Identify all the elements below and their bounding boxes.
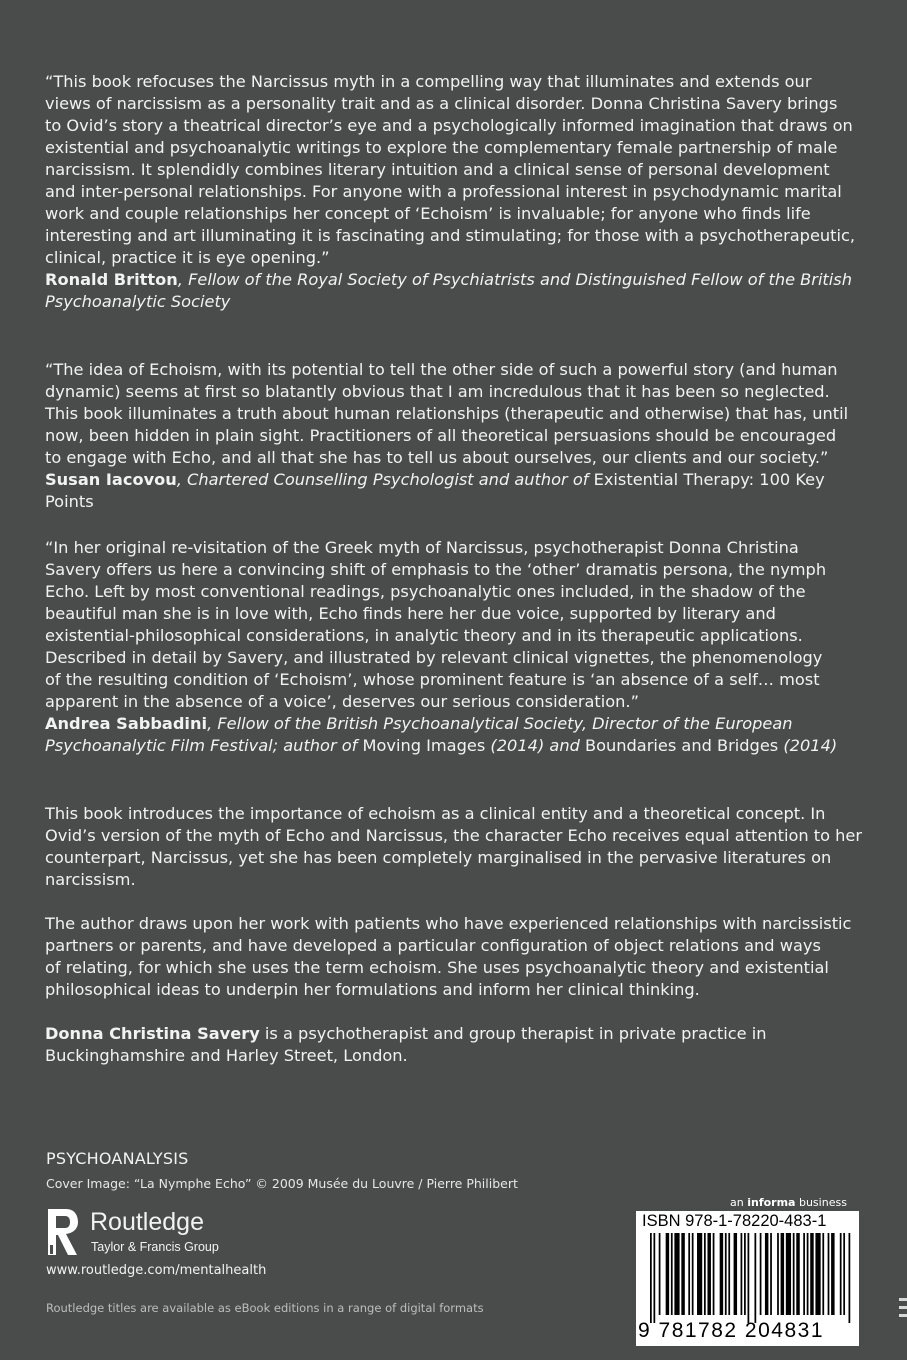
endorser-attribution <box>45 713 865 735</box>
quote-line: existential and psychoanalytic writings to explore the complementary female partnership of male <box>45 138 838 157</box>
cover-credit: Cover Image: “La Nymphe Echo” © 2009 Musée du Louvre / Pierre Philibert <box>46 1176 518 1191</box>
barcode-bar <box>777 1233 779 1315</box>
barcode-bar <box>822 1233 824 1315</box>
publisher-logo <box>46 1207 286 1259</box>
barcode-bar <box>807 1233 809 1315</box>
endorser-role: , Fellow of the Royal Society of Psychiatrists and Distinguished Fellow of the British <box>177 270 852 289</box>
quote-line: dynamic) seems at first so blatantly obvious that I am incredulous that it has been so neglected. <box>45 382 830 401</box>
quote-line: interesting and art illuminating it is fascinating and stimulating; for those with a psychotherapeutic, <box>45 226 856 245</box>
barcode-bar <box>666 1233 669 1315</box>
author-name: Donna Christina Savery <box>45 1024 260 1043</box>
description-line: Ovid’s version of the myth of Echo and Narcissus, the character Echo receives equal attention to her <box>45 826 863 845</box>
barcode-bar <box>692 1233 694 1315</box>
quote-line: beautiful man she is in love with, Echo finds here her due voice, supported by literary and <box>45 604 776 623</box>
description-line: narcissism. <box>45 870 136 889</box>
quote-line: “In her original re-visitation of the Greek myth of Narcissus, psychotherapist Donna Christina <box>45 538 799 557</box>
book-description-2 <box>45 913 865 1001</box>
barcode-bar <box>754 1233 756 1323</box>
barcode-bar <box>810 1233 813 1315</box>
barcode-bar <box>803 1233 805 1315</box>
description-line: of relating, for which she uses the term echoism. She uses psychoanalytic theory and existential <box>45 958 829 977</box>
routledge-r-icon <box>46 1207 80 1257</box>
quote-line: narcissism. It splendidly combines literary intuition and a clinical sense of personal development <box>45 160 830 179</box>
barcode-bar <box>831 1233 834 1315</box>
barcode-bar <box>843 1233 845 1315</box>
barcode-bar <box>786 1233 791 1315</box>
barcode-bar <box>765 1233 768 1315</box>
barcode-bar <box>728 1233 730 1315</box>
barcode-bar <box>828 1233 830 1315</box>
barcode-bar <box>793 1233 795 1315</box>
quote-line: This book illuminates a truth about human relationships (therapeutic and otherwise) that has, until <box>45 404 849 423</box>
barcode-bar <box>796 1233 799 1315</box>
quote-line: work and couple relationships her concept of ‘Echoism’ is invaluable; for anyone who finds life <box>45 204 811 223</box>
quote-line: “This book refocuses the Narcissus myth in a compelling way that illuminates and extends our <box>45 72 812 91</box>
barcode-bar <box>720 1233 723 1315</box>
barcode-bar <box>653 1233 655 1323</box>
quote-line: to Ovid’s story a theatrical director’s eye and a psychologically informed imagination that draws on <box>45 116 853 135</box>
endorsement-sabbadini <box>45 537 865 757</box>
publisher-name: Routledge <box>90 1208 204 1236</box>
endorsement-iacovou <box>45 359 865 513</box>
bio-text: Buckinghamshire and Harley Street, London. <box>45 1046 408 1065</box>
endorser-role: Psychoanalytic Film Festival; author of <box>45 736 363 755</box>
barcode-bar <box>781 1233 784 1315</box>
endorser-name: Susan Iacovou <box>45 470 177 489</box>
barcode-bar <box>725 1233 727 1315</box>
quote-line: views of narcissism as a personality trait and as a clinical disorder. Donna Christina Savery brings <box>45 94 838 113</box>
quote-line: Echo. Left by most conventional readings, psychoanalytic ones included, in the shadow of the <box>45 582 806 601</box>
barcode-bar <box>760 1233 762 1315</box>
barcode-bar <box>840 1233 842 1315</box>
book-title: Existential Therapy: 100 Key Points <box>45 470 825 511</box>
quote-line: “The idea of Echoism, with its potential to tell the other side of such a powerful story (and human <box>45 360 838 379</box>
publisher-group: Taylor & Francis Group <box>91 1240 219 1254</box>
ebook-note: Routledge titles are available as eBook editions in a range of digital formats <box>46 1301 484 1315</box>
barcode-bar <box>697 1233 702 1315</box>
barcode-bar <box>674 1233 679 1315</box>
book-title: Moving Images <box>362 736 486 755</box>
barcode-bar <box>744 1233 746 1315</box>
barcode-bar <box>770 1233 772 1315</box>
quote-line: of the resulting condition of ‘Echoism’, whose prominent feature is ‘an absence of a self… most <box>45 670 820 689</box>
description-line: This book introduces the importance of echoism as a clinical entity and a theoretical concept. In <box>45 804 826 823</box>
spine-edge-mark <box>896 1298 907 1328</box>
isbn-barcode <box>636 1211 859 1346</box>
author-bio <box>45 1023 865 1067</box>
endorser-attribution <box>45 269 865 291</box>
publication-year: (2014) and <box>485 736 585 755</box>
book-title: Boundaries and Bridges <box>585 736 779 755</box>
endorser-role: Psychoanalytic Society <box>45 292 231 311</box>
quote-line: Described in detail by Savery, and illustrated by relevant clinical vignettes, the phenomenology <box>45 648 823 667</box>
barcode-bar <box>734 1233 737 1315</box>
book-description <box>45 803 865 891</box>
barcode-bar <box>741 1233 743 1315</box>
barcode-bar <box>748 1233 750 1323</box>
barcode-bar <box>849 1233 851 1323</box>
description-line: The author draws upon her work with patients who have experienced relationships with narcissistic <box>45 914 852 933</box>
description-line: counterpart, Narcissus, yet she has been completely marginalised in the pervasive literatures on <box>45 848 832 867</box>
publisher-url[interactable]: www.routledge.com/mentalhealth <box>46 1263 267 1278</box>
barcode-bar <box>704 1233 706 1315</box>
description-line: philosophical ideas to underpin her formulations and inform her clinical thinking. <box>45 980 700 999</box>
quote-line: to engage with Echo, and all that she has to tell us about ourselves, our clients and our society.” <box>45 448 829 467</box>
informa-brand: informa <box>747 1196 796 1209</box>
endorser-role: , Fellow of the British Psychoanalytical Society, Director of the European <box>207 714 793 733</box>
quote-line: Savery offers us here a convincing shift of emphasis to the ‘other’ dramatis persona, the nymph <box>45 560 827 579</box>
endorser-attribution <box>45 469 865 513</box>
informa-business: an informa business <box>730 1196 847 1209</box>
barcode-bar <box>815 1233 820 1315</box>
barcode-bar <box>688 1233 690 1315</box>
barcode-bar <box>659 1233 661 1315</box>
endorsement-britton <box>45 71 865 313</box>
quote-line: and inter-personal relationships. For anyone with a professional interest in psychodynamic marital <box>45 182 842 201</box>
barcode-bar <box>671 1233 673 1315</box>
barcode-bar <box>713 1233 715 1315</box>
publication-year: (2014) <box>778 736 838 755</box>
barcode-digits: 9 781782 204831 <box>638 1319 824 1342</box>
bio-text: is a psychotherapist and group therapist in private practice in <box>259 1024 767 1043</box>
quote-line: existential-philosophical considerations, in analytic theory and in its therapeutic applications. <box>45 626 803 645</box>
description-line: partners or parents, and have developed a particular configuration of object relations and ways <box>45 936 821 955</box>
barcode-bar <box>707 1233 710 1315</box>
quote-line: clinical, practice it is eye opening.” <box>45 248 330 267</box>
endorser-name: Ronald Britton <box>45 270 178 289</box>
barcode-bar <box>650 1233 652 1323</box>
subject-category: PSYCHOANALYSIS <box>46 1149 189 1168</box>
quote-line: apparent in the absence of a voice’, deserves our serious consideration.” <box>45 692 639 711</box>
barcode-bars <box>650 1233 852 1323</box>
quote-line: now, been hidden in plain sight. Practitioners of all theoretical persuasions should be encouraged <box>45 426 837 445</box>
barcode-bar <box>681 1233 684 1315</box>
isbn-label: ISBN 978-1-78220-483-1 <box>642 1212 827 1230</box>
endorser-name: Andrea Sabbadini <box>45 714 208 733</box>
endorser-role: , Chartered Counselling Psychologist and author of <box>176 470 594 489</box>
